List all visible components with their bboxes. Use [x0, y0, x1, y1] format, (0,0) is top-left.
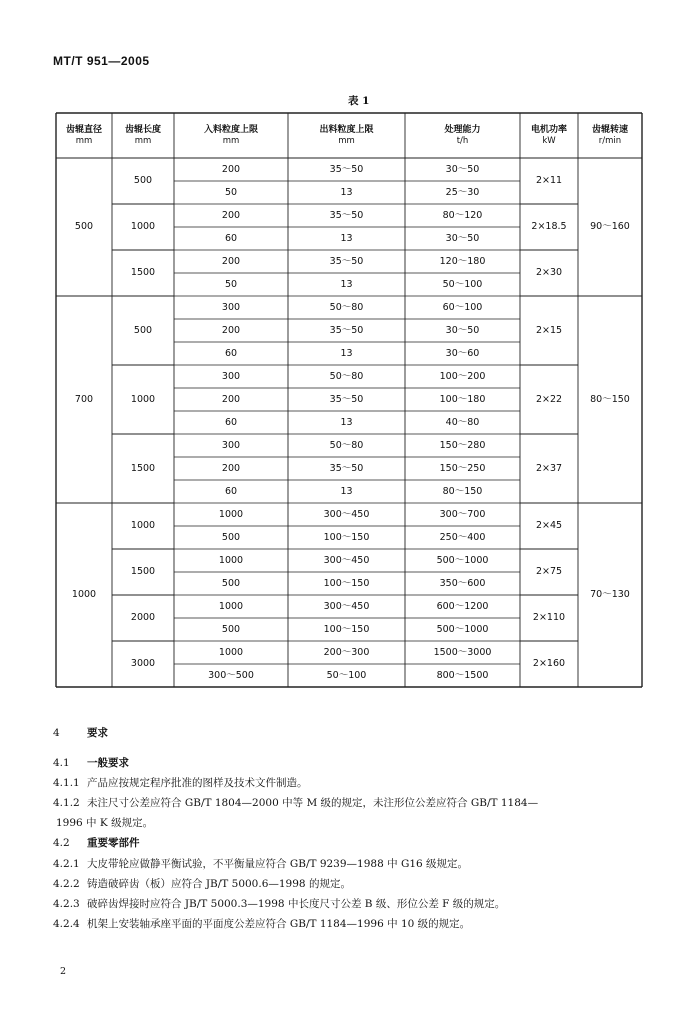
- capacity-cell: 80～120: [442, 209, 483, 221]
- clause: [53, 755, 129, 770]
- clause-number: 4.1: [53, 757, 70, 769]
- capacity-cell: 350～600: [439, 577, 486, 589]
- column-header-unit: mm: [338, 135, 355, 146]
- capacity-cell: 25～30: [445, 186, 480, 198]
- column-header-name: 处理能力: [444, 124, 481, 135]
- output-size-cell: 13: [340, 278, 353, 290]
- output-size-cell: 50～100: [326, 669, 367, 681]
- feed-size-cell: 1000: [218, 646, 244, 658]
- roller-length-cell: 2000: [130, 612, 156, 624]
- roller-length-cell: 1500: [130, 566, 156, 578]
- clause-text: 大皮带轮应做静平衡试验，不平衡量应符合 GB/T 9239—1988 中 G16 级规定。: [87, 858, 469, 870]
- roller-speed-cell: 90～160: [590, 221, 630, 233]
- motor-power-cell: 2×15: [535, 324, 563, 336]
- roller-length-cell: 1000: [130, 520, 156, 532]
- column-header: [288, 113, 405, 158]
- clause-text: 铸造破碎齿（板）应符合 JB/T 5000.6—1998 的规定。: [87, 878, 351, 890]
- feed-size-cell: 500: [221, 531, 241, 543]
- feed-size-cell: 50: [224, 186, 238, 198]
- column-header: [520, 113, 578, 158]
- clause: [56, 815, 153, 830]
- clause: [53, 795, 538, 810]
- capacity-cell: 500～1000: [436, 623, 489, 635]
- clause-text: 重要零部件: [87, 837, 140, 849]
- clause-number: 4.2.1: [53, 858, 80, 870]
- clause: [53, 725, 108, 740]
- roller-length-cell: 1500: [130, 267, 156, 279]
- clause-text: 1996 中 K 级规定。: [56, 817, 154, 829]
- feed-size-cell: 1000: [218, 554, 244, 566]
- roller-diameter-cell: 500: [74, 221, 94, 233]
- column-header-name: 齿辊转速: [591, 124, 628, 135]
- roller-diameter-cell: 700: [74, 393, 94, 405]
- column-header-unit: mm: [134, 135, 152, 146]
- feed-size-cell: 60: [224, 416, 238, 428]
- capacity-cell: 600～1200: [436, 600, 489, 612]
- column-header-unit: mm: [222, 135, 240, 146]
- output-size-cell: 35～50: [329, 393, 364, 405]
- column-header: [112, 113, 174, 158]
- feed-size-cell: 1000: [218, 600, 244, 612]
- column-header: [174, 113, 288, 158]
- motor-power-cell: 2×37: [535, 462, 563, 474]
- clause-text: 机架上安装轴承座平面的平面度公差应符合 GB/T 1184—1996 中 10 级的规定。: [87, 918, 471, 930]
- motor-power-cell: 2×22: [535, 393, 563, 405]
- feed-size-cell: 300: [221, 439, 241, 451]
- output-size-cell: 13: [340, 347, 353, 359]
- clause: [53, 896, 505, 911]
- capacity-cell: 800～1500: [436, 669, 489, 681]
- feed-size-cell: 500: [221, 623, 241, 635]
- roller-speed-cell: 70～130: [590, 589, 630, 601]
- feed-size-cell: 200: [221, 462, 241, 474]
- feed-size-cell: 60: [224, 485, 238, 497]
- output-size-cell: 200～300: [323, 646, 370, 658]
- table-caption: 表 1: [348, 95, 370, 107]
- feed-size-cell: 200: [221, 163, 241, 175]
- roller-length-cell: 1000: [130, 393, 156, 405]
- output-size-cell: 35～50: [329, 209, 364, 221]
- capacity-cell: 40～80: [445, 416, 480, 428]
- feed-size-cell: 300: [221, 301, 241, 313]
- motor-power-cell: 2×45: [535, 520, 563, 532]
- capacity-cell: 150～250: [439, 462, 486, 474]
- roller-length-cell: 3000: [130, 658, 156, 670]
- capacity-cell: 250～400: [439, 531, 486, 543]
- clause-text: 产品应按规定程序批准的图样及技术文件制造。: [87, 777, 308, 789]
- column-header: [578, 113, 642, 158]
- output-size-cell: 13: [340, 485, 353, 497]
- clause: [53, 835, 140, 850]
- clause-text: 要求: [87, 727, 108, 739]
- column-header-name: 电机功率: [530, 124, 567, 135]
- capacity-cell: 100～200: [439, 370, 486, 382]
- standard-code: MT/T 951—2005: [53, 54, 150, 68]
- clause-text: 破碎齿焊接时应符合 JB/T 5000.3—1998 中长度尺寸公差 B 级、形位公差 F 级的规定。: [87, 898, 506, 910]
- clause-number: 4: [53, 727, 60, 739]
- column-header: [405, 113, 520, 158]
- clause: [53, 856, 468, 871]
- motor-power-cell: 2×11: [535, 175, 563, 187]
- feed-size-cell: 60: [224, 232, 238, 244]
- output-size-cell: 35～50: [329, 462, 364, 474]
- output-size-cell: 13: [340, 232, 353, 244]
- feed-size-cell: 300～500: [208, 669, 254, 681]
- column-header-unit: mm: [75, 135, 93, 146]
- roller-length-cell: 1000: [130, 221, 156, 233]
- clause-number: 4.2.2: [53, 878, 80, 890]
- roller-length-cell: 1500: [130, 462, 156, 474]
- capacity-cell: 80～150: [442, 485, 483, 497]
- capacity-cell: 30～50: [445, 324, 480, 336]
- clause-text: 未注尺寸公差应符合 GB/T 1804—2000 中等 M 级的规定，未注形位公差应符合 GB/T 1184—: [87, 797, 539, 809]
- output-size-cell: 35～50: [329, 324, 364, 336]
- feed-size-cell: 200: [221, 209, 241, 221]
- clause-text: 一般要求: [87, 757, 129, 769]
- feed-size-cell: 200: [221, 255, 241, 267]
- capacity-cell: 500～1000: [436, 554, 489, 566]
- roller-length-cell: 500: [133, 324, 153, 336]
- feed-size-cell: 300: [221, 370, 241, 382]
- output-size-cell: 50～80: [329, 439, 364, 451]
- motor-power-cell: 2×110: [532, 612, 566, 624]
- clause-number: 4.2.4: [53, 918, 80, 930]
- page-number: 2: [60, 966, 67, 977]
- output-size-cell: 35～50: [329, 163, 364, 175]
- output-size-cell: 50～80: [329, 301, 364, 313]
- capacity-cell: 50～100: [442, 278, 483, 290]
- feed-size-cell: 200: [221, 393, 241, 405]
- clause-number: 4.2.3: [53, 898, 80, 910]
- capacity-cell: 30～50: [445, 163, 480, 175]
- capacity-cell: 30～50: [445, 232, 480, 244]
- output-size-cell: 35～50: [329, 255, 364, 267]
- capacity-cell: 100～180: [439, 393, 486, 405]
- output-size-cell: 100～150: [323, 531, 370, 543]
- column-header: [56, 113, 112, 158]
- feed-size-cell: 200: [221, 324, 241, 336]
- motor-power-cell: 2×30: [535, 267, 563, 279]
- motor-power-cell: 2×18.5: [531, 221, 567, 233]
- capacity-cell: 300～700: [439, 508, 486, 520]
- column-header-name: 出料粒度上限: [319, 124, 374, 135]
- output-size-cell: 50～80: [329, 370, 364, 382]
- feed-size-cell: 50: [224, 278, 238, 290]
- roller-speed-cell: 80～150: [590, 393, 630, 405]
- column-header-unit: r/min: [598, 135, 622, 146]
- capacity-cell: 1500～3000: [433, 646, 492, 658]
- feed-size-cell: 500: [221, 577, 241, 589]
- output-size-cell: 100～150: [323, 577, 370, 589]
- motor-power-cell: 2×75: [535, 566, 563, 578]
- clause-number: 4.1.1: [53, 777, 80, 789]
- roller-diameter-cell: 1000: [71, 589, 97, 601]
- output-size-cell: 300～450: [323, 554, 370, 566]
- capacity-cell: 30～60: [445, 347, 480, 359]
- feed-size-cell: 60: [224, 347, 238, 359]
- roller-length-cell: 500: [133, 175, 153, 187]
- column-header-unit: kW: [542, 135, 556, 146]
- column-header-name: 齿辊直径: [65, 124, 102, 135]
- clause: [53, 916, 470, 931]
- capacity-cell: 150～280: [439, 439, 486, 451]
- column-header-name: 齿辊长度: [124, 124, 161, 135]
- output-size-cell: 300～450: [323, 508, 370, 520]
- column-header-unit: t/h: [456, 135, 469, 146]
- output-size-cell: 13: [340, 416, 353, 428]
- motor-power-cell: 2×160: [532, 658, 566, 670]
- clause-number: 4.1.2: [53, 797, 80, 809]
- output-size-cell: 13: [340, 186, 353, 198]
- capacity-cell: 120～180: [439, 255, 486, 267]
- output-size-cell: 300～450: [323, 600, 370, 612]
- clause: [53, 876, 351, 891]
- feed-size-cell: 1000: [218, 508, 244, 520]
- capacity-cell: 60～100: [442, 301, 483, 313]
- clause: [53, 775, 308, 790]
- column-header-name: 入料粒度上限: [203, 124, 258, 135]
- clause-number: 4.2: [53, 837, 70, 849]
- output-size-cell: 100～150: [323, 623, 370, 635]
